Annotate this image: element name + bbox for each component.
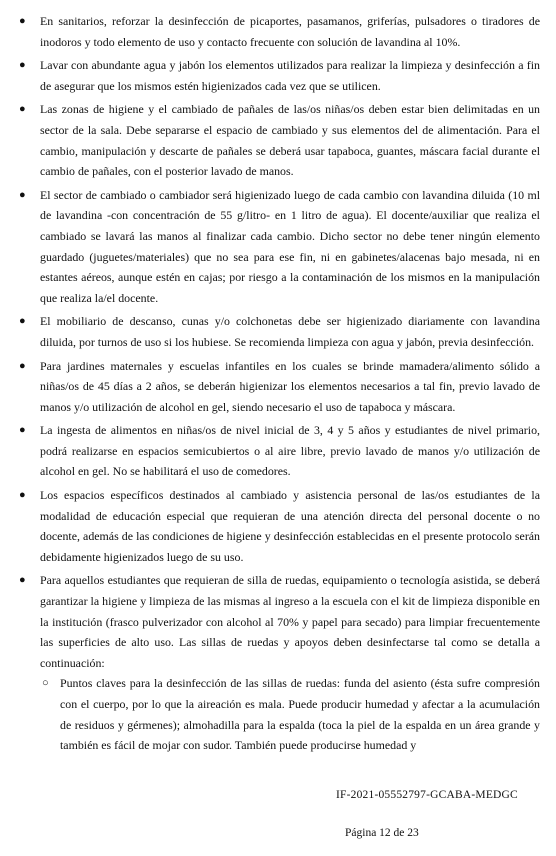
bullet-icon: ● (19, 424, 26, 437)
list-item-text: Las zonas de higiene y el cambiado de pañales de las/os niñas/os deben estar bien delimitadas en un sector de la sala. Debe separarse el espacio de cambiado y sus elementos del de alimentación. Para el cambio, manipulación y descarte de pañales se deberá usar tapaboca, guantes, máscara facial durante el cambio de pañales, con el posterior lavado de manos. (40, 102, 540, 179)
list-item (16, 55, 540, 96)
list-item-text: El mobiliario de descanso, cunas y/o colchonetas debe ser higienizado diariamente con lavandina diluida, por turnos de uso si los hubiese. Se recomienda limpieza con agua y jabón, previa desinfección. (40, 314, 540, 349)
bullet-icon: ● (19, 489, 26, 502)
bullet-icon: ● (19, 188, 26, 201)
bullet-icon: ● (19, 574, 26, 587)
list-item (16, 185, 540, 309)
sub-list-item (40, 673, 540, 755)
bullet-icon: ● (19, 103, 26, 116)
list-item-text: El sector de cambiado o cambiador será higienizado luego de cada cambio con lavandina diluida (10 ml de lavandina -con concentración de 55 g/litro- en 1 litro de agua). El docente/auxiliar que realiza el cambiado se lavará las manos al finalizar cada cambio. Dicho sector no debe tener ningún elemento guardado (juguetes/materiales) que no sea para ese fin, ni en gabinetes/alacenas bajo mesada, ni en estantes aéreos, aunque estén en cajas; por riesgo a la contaminación de los mismos en la manipulación que realiza la/el docente. (40, 187, 540, 305)
page-number: Página 12 de 23 (345, 827, 419, 839)
bullet-icon: ● (19, 59, 26, 72)
list-item-text: La ingesta de alimentos en niñas/os de nivel inicial de 3, 4 y 5 años y estudiantes de nivel primario, podrá realizarse en espacios semicubiertos o al aire libre, previo lavado de manos y/o utilización de alcohol en gel. No se habilitará el uso de comedores. (40, 423, 540, 479)
list-item-text: Los espacios específicos destinados al cambiado y asistencia personal de las/os estudiantes de la modalidad de educación especial que requieran de una atención directa del personal docente o no docente, además de las condiciones de higiene y desinfección establecidas en el presente protocolo serán debidamente higienizados luego de su uso. (40, 488, 540, 564)
list-item-text: Para jardines maternales y escuelas infantiles en los cuales se brinde mamadera/alimento sólido a niñas/os de 45 días a 2 años, se deberán higienizar los elementos necesarios a tal fin, previo lavado de manos y/o utilización de alcohol en gel, siendo necesario el uso de tapaboca y máscara. (40, 358, 540, 414)
list-item (16, 570, 540, 755)
list-item (16, 356, 540, 418)
sub-list-item-text: Puntos claves para la desinfección de las sillas de ruedas: funda del asiento (ésta sufre compresión con el cuerpo, por lo que la aireación es mala. Puede producir humedad y afectar a la acumulación de residuos y gérmenes); almohadilla para la espalda (toca la piel de la espalda en un área grande y también es fácil de mojar con sudor. También puede producirse humedad y (60, 676, 540, 753)
list-item (16, 420, 540, 482)
bullet-icon: ● (19, 315, 26, 328)
bullet-icon: ● (19, 359, 26, 372)
protocol-bullet-list (16, 11, 540, 759)
bullet-icon: ● (19, 15, 26, 27)
list-item-text: Lavar con abundante agua y jabón los elementos utilizados para realizar la limpieza y desinfección a fin de asegurar que los mismos estén higienizados cada vez que se utilicen. (40, 58, 540, 93)
list-item-text: Para aquellos estudiantes que requieran de silla de ruedas, equipamiento o tecnología asistida, se deberá garantizar la higiene y limpieza de las mismas al ingreso a la escuela con el kit de limpieza disponible en la institución (frasco pulverizador con alcohol al 70% y papel para secado) para limpiar frecuentemente las superficies de alto uso. Las sillas de ruedas y apoyos deben desinfectarse tal como se detalla a continuación: (40, 573, 540, 670)
document-id: IF-2021-05552797-GCABA-MEDGC (336, 789, 518, 801)
list-item (16, 99, 540, 181)
list-item (16, 485, 540, 567)
list-item (16, 311, 540, 352)
sub-bullet-list (40, 673, 540, 755)
list-item-text: En sanitarios, reforzar la desinfección de picaportes, pasamanos, griferías, pulsadores o tiradores de inodoros y todo elemento de uso y contacto frecuente con solución de lavandina al 10%. (40, 14, 540, 49)
list-item (16, 11, 540, 52)
circle-bullet-icon: ○ (42, 677, 49, 690)
